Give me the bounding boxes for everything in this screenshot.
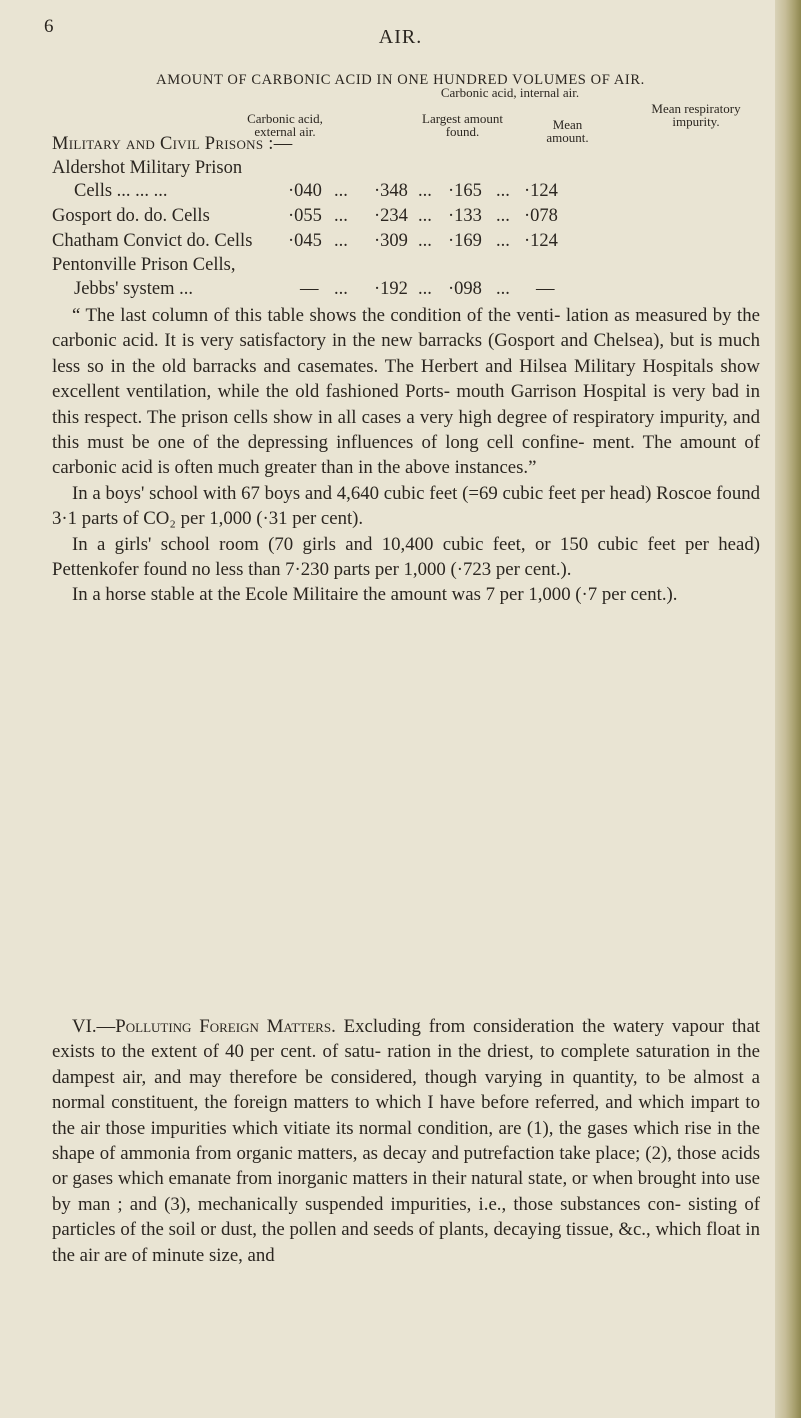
section-vi — [52, 1014, 760, 1268]
cell-largest: ·348 — [374, 181, 408, 201]
row-label: Gosport do. do. Cells — [52, 206, 210, 226]
dots: ... — [496, 206, 510, 226]
header-largest: Largest amount found. — [422, 111, 503, 139]
row-label-cont: Jebbs' system ... — [74, 279, 193, 299]
body-text — [52, 303, 760, 608]
dots: ... — [334, 231, 348, 251]
row-label: Pentonville Prison Cells, — [52, 255, 236, 275]
running-head: AIR. — [378, 26, 423, 48]
cell-external: ·045 — [288, 231, 322, 251]
header-mean-respiratory: Mean respiratory impurity. — [651, 101, 741, 129]
cell-mean: ·133 — [448, 206, 482, 226]
section-heading: VI.—Polluting Foreign Matters. — [72, 1016, 336, 1037]
table-title: AMOUNT OF CARBONIC ACID IN ONE HUNDRED VOLUMES OF AIR. — [156, 72, 645, 88]
row-label: Aldershot Military Prison — [52, 158, 243, 178]
header-external: Carbonic acid, external air. — [247, 111, 323, 139]
cell-external: ·055 — [288, 206, 322, 226]
paragraph-boys-school: In a boys' school with 67 boys and 4,640 cubic feet (=69 cubic feet per head) Roscoe found 3·1 parts of CO₂ per 1,000 (·31 per cent). — [52, 482, 760, 530]
cell-respiratory: ·124 — [524, 231, 558, 251]
cell-mean: ·098 — [448, 279, 482, 299]
dots: ... — [334, 181, 348, 201]
cell-respiratory: — — [536, 279, 555, 299]
header-internal-group: Carbonic acid, internal air. — [440, 85, 580, 100]
cell-largest: ·192 — [374, 279, 408, 299]
cell-mean: ·165 — [448, 181, 482, 201]
cell-largest: ·234 — [374, 206, 408, 226]
page-edge — [775, 0, 801, 1418]
table-section-label: Military and Civil Prisons :— — [52, 134, 293, 154]
dots: ... — [334, 206, 348, 226]
section-text: Excluding from consideration the watery vapour that exists to the extent of 40 per cent. of satu- ration in the driest, to complete saturation in the dampest air, and may therefore be considered, though varying in quantity, to be almost a normal constituent, the foreign matters to which I have before referred, and which impart to the air those impurities which vitiate its normal condition, are (1), the gases which rise in the shape of ammonia from organic matters, as decay and putrefaction take place; (2), those acids or gases which emanate from inorganic matters in their natural state, or when brought into use by man ; and (3), mechanically suspended impurities, i.e., those substances con- sisting of particles of the soil or dust, the pollen and seeds of plants, decaying tissue, &c., which float in the air are of minute size, and — [52, 1016, 761, 1266]
cell-largest: ·309 — [374, 231, 408, 251]
cell-respiratory: ·078 — [524, 206, 558, 226]
row-label-cont: Cells ... ... ... — [74, 181, 168, 201]
cell-mean: ·169 — [448, 231, 482, 251]
dots: ... — [496, 231, 510, 251]
cell-external: ·040 — [288, 181, 322, 201]
paragraph-horse-stable: In a horse stable at the Ecole Militaire the amount was 7 per 1,000 (·7 per cent.). — [72, 584, 678, 606]
paragraph-quote: “ The last column of this table shows the condition of the venti- lation as measured by the carbonic acid. It is very satisfactory in the new barracks (Gosport and Chelsea), but is much less so in the old barracks and casemates. The Herbert and Hilsea Military Hospitals show excellent ventilation, while the old fashioned Ports- mouth Garrison Hospital is very bad in this respect. The prison cells show in all cases a very high degree of respiratory impurity, and this must be one of the depressing influences of long cell confine- ment. The amount of carbonic acid is often much greater than in the above instances.” — [52, 305, 760, 479]
cell-respiratory: ·124 — [524, 181, 558, 201]
header-mean: Mean amount. — [546, 117, 589, 145]
dots: ... — [418, 181, 432, 201]
cell-external: — — [300, 279, 319, 299]
page-number: 6 — [44, 16, 54, 37]
dots: ... — [496, 181, 510, 201]
row-label: Chatham Convict do. Cells — [52, 231, 253, 251]
dots: ... — [334, 279, 348, 299]
dots: ... — [496, 279, 510, 299]
paragraph-girls-school: In a girls' school room (70 girls and 10,400 cubic feet, or 150 cubic feet per head) Pettenkofer found no less than 7·230 parts per 1,000 (·723 per cent.). — [52, 533, 760, 581]
dots: ... — [418, 206, 432, 226]
dots: ... — [418, 279, 432, 299]
dots: ... — [418, 231, 432, 251]
